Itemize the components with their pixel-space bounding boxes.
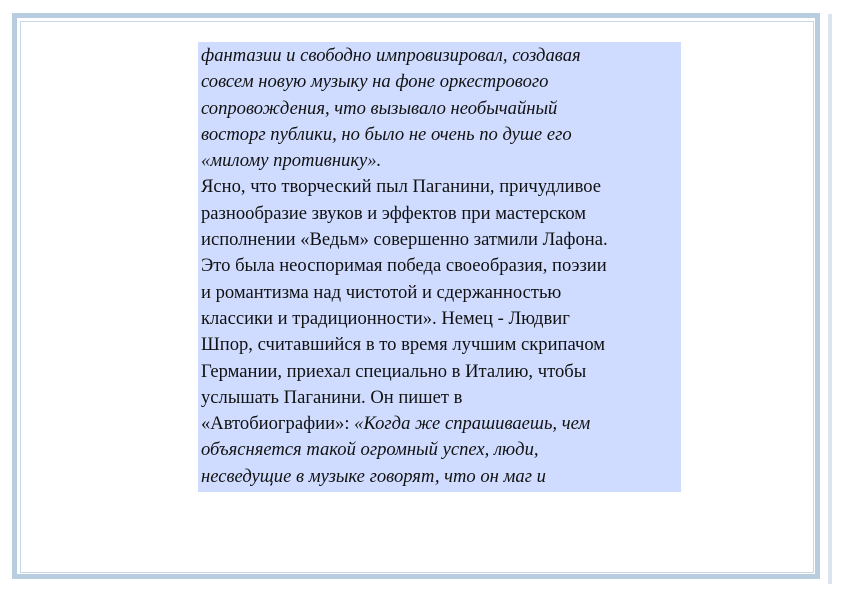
text-line (201, 122, 677, 148)
text-run: несведущие в музыке говорят, что он маг и (201, 465, 546, 487)
text-run: Германии, приехал специально в Италию, чтобы (201, 360, 587, 382)
text-run: восторг публики, но было не очень по душе его (201, 123, 572, 145)
text-run: «Автобиографии»: (201, 413, 355, 435)
text-line (201, 385, 677, 411)
text-line (201, 148, 677, 174)
text-line (201, 332, 677, 358)
text-line (201, 411, 677, 437)
text-run: Ясно, что творческий пыл Паганини, причудливое (201, 176, 602, 198)
text-line (201, 464, 677, 490)
text-line (201, 306, 677, 332)
frame-shadow (828, 14, 832, 584)
text-line (201, 359, 677, 385)
text-run: и романтизма над чистотой и сдержанностью (201, 281, 562, 303)
text-run: объясняется такой огромный успех, люди, (201, 439, 539, 461)
text-run: «Когда же спрашиваешь, чем (354, 413, 591, 435)
highlighted-text-block[interactable] (198, 42, 681, 492)
text-line (201, 253, 677, 279)
text-line (201, 96, 677, 122)
text-run: Это была неоспоримая победа своеобразия, поэзии (201, 255, 607, 277)
text-run: фантазии и свободно импровизировал, создавая (201, 45, 581, 66)
text-run: разнообразие звуков и эффектов при мастерском (201, 202, 587, 224)
text-run: услышать Паганини. Он пишет в (201, 386, 463, 408)
text-run: совсем новую музыку на фоне оркестрового (201, 71, 549, 93)
text-run: классики и традиционности». Немец - Людвиг (201, 307, 570, 329)
text-line (201, 174, 677, 200)
text-line (201, 437, 677, 463)
text-run: «милому противнику». (201, 150, 382, 172)
text-run: Шпор, считавшийся в то время лучшим скрипачом (201, 334, 606, 356)
text-line (201, 69, 677, 95)
text-line (201, 280, 677, 306)
text-run: сопровождения, что вызывало необычайный (201, 97, 558, 119)
text-run: исполнении «Ведьм» совершенно затмили Лафона. (201, 229, 608, 251)
text-line (201, 227, 677, 253)
text-line (201, 201, 677, 227)
text-line (201, 43, 677, 69)
